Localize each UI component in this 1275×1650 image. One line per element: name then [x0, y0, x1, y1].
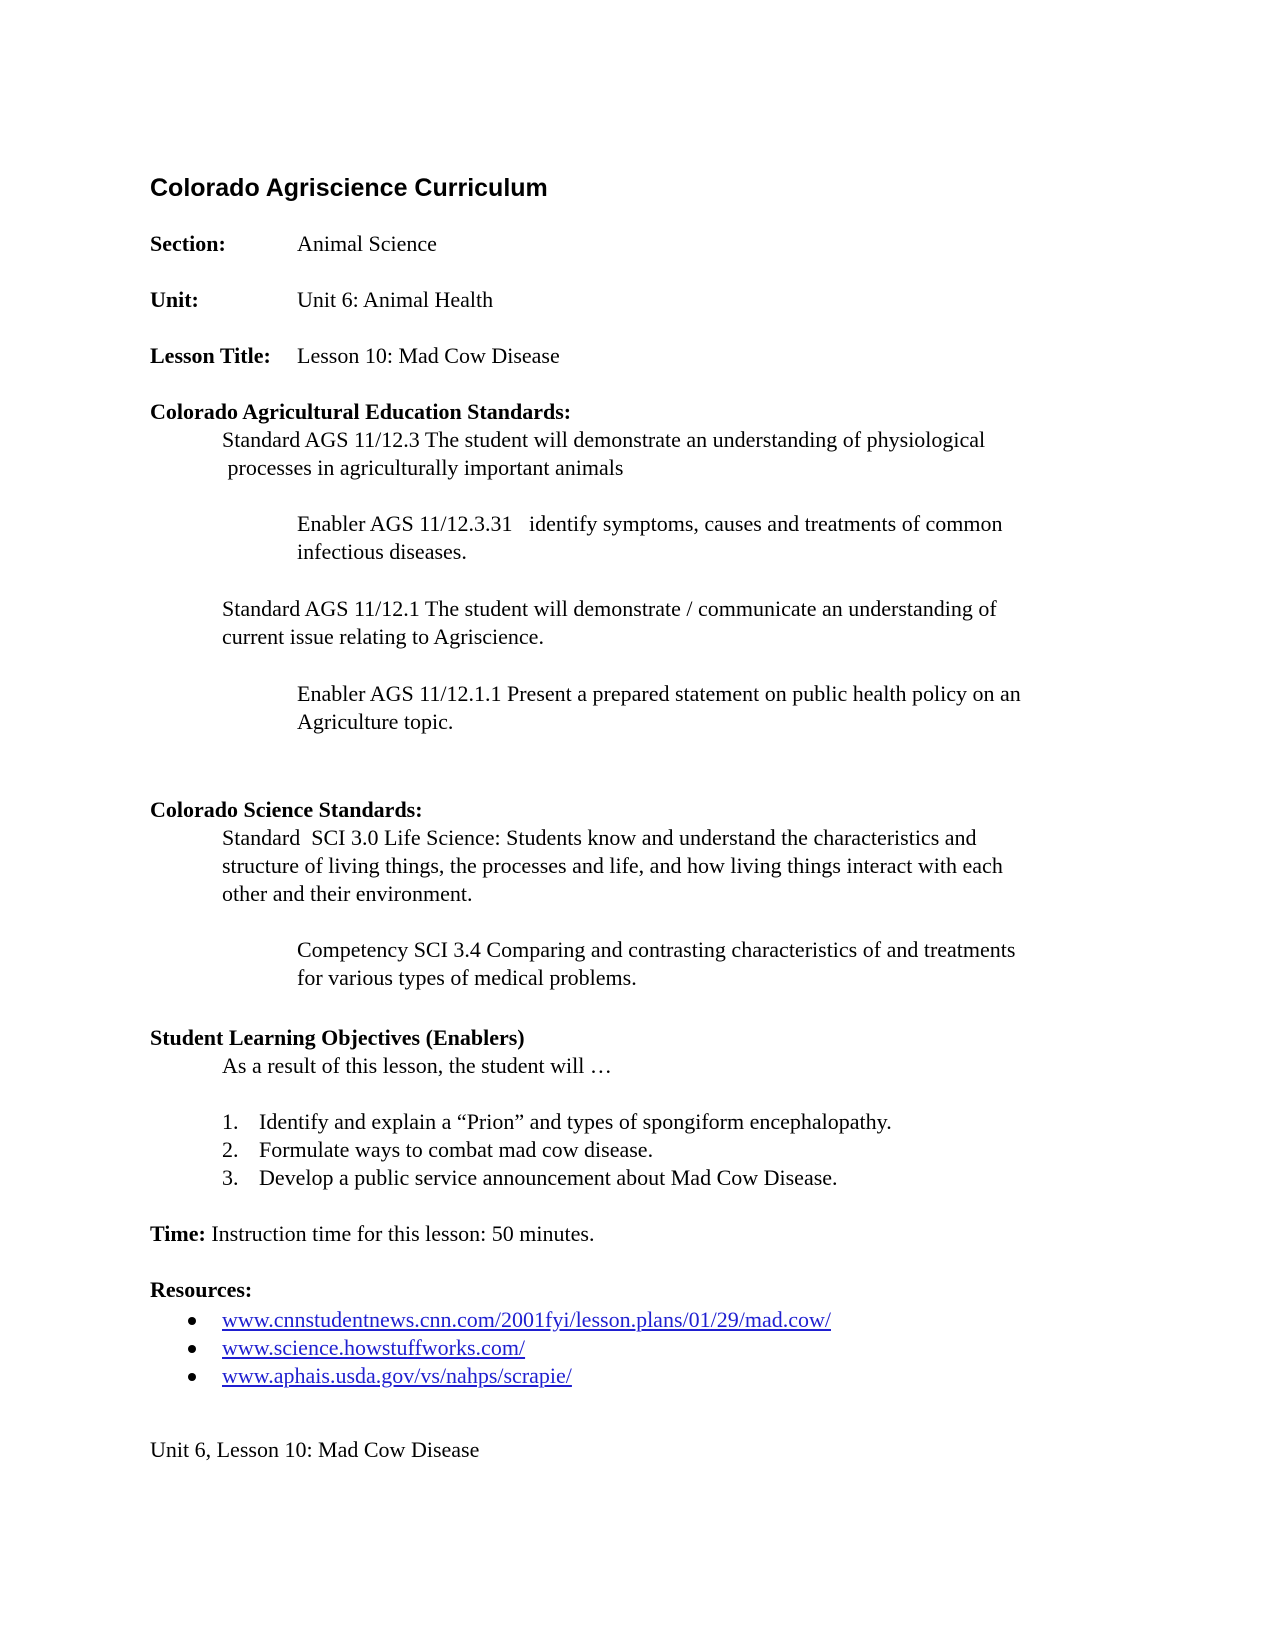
bullet-icon	[188, 1345, 196, 1353]
ag-enabler-1-line-1: Enabler AGS 11/12.3.31 identify symptoms, causes and treatments of common	[297, 511, 1003, 536]
resource-link-cnn[interactable]: www.cnnstudentnews.cnn.com/2001fyi/lesson.plans/01/29/mad.cow/	[222, 1307, 831, 1332]
science-standard	[222, 824, 1003, 908]
ag-standard-2-line-2: current issue relating to Agriscience.	[222, 624, 544, 649]
ag-standard-1-line-1: Standard AGS 11/12.3 The student will demonstrate an understanding of physiological	[222, 427, 986, 452]
lesson-label: Lesson Title:	[150, 343, 271, 368]
resource-link-usda[interactable]: www.aphais.usda.gov/vs/nahps/scrapie/	[222, 1363, 572, 1388]
objectives-heading: Student Learning Objectives (Enablers)	[150, 1025, 525, 1050]
ag-enabler-1	[297, 510, 1003, 566]
ag-enabler-2	[297, 680, 1021, 736]
ag-standard-1	[222, 426, 985, 482]
science-standard-line-2: structure of living things, the processes and life, and how living things interact with each	[222, 853, 1003, 878]
science-standard-line-3: other and their environment.	[222, 881, 473, 906]
science-standards-heading: Colorado Science Standards:	[150, 797, 423, 822]
bullet-icon	[188, 1317, 196, 1325]
list-item	[222, 1334, 831, 1362]
list-item	[222, 1164, 892, 1192]
ag-standards-heading: Colorado Agricultural Education Standards:	[150, 399, 572, 424]
science-competency-line-1: Competency SCI 3.4 Comparing and contrasting characteristics of and treatments	[297, 937, 1016, 962]
list-item	[222, 1108, 892, 1136]
bullet-icon	[188, 1373, 196, 1381]
ag-standard-2	[222, 595, 997, 651]
science-standard-line-1: Standard SCI 3.0 Life Science: Students know and understand the characteristics and	[222, 825, 977, 850]
list-item-text: Formulate ways to combat mad cow disease.	[259, 1137, 654, 1162]
list-item	[222, 1306, 831, 1334]
section-label: Section:	[150, 231, 226, 256]
lesson-row	[150, 342, 271, 370]
list-item	[222, 1136, 892, 1164]
list-item-number: 2.	[222, 1137, 239, 1162]
time-row	[150, 1220, 594, 1248]
list-item	[222, 1362, 831, 1390]
lesson-value: Lesson 10: Mad Cow Disease	[297, 343, 560, 368]
ag-standard-2-line-1: Standard AGS 11/12.1 The student will demonstrate / communicate an understanding of	[222, 596, 997, 621]
list-item-text: Identify and explain a “Prion” and types of spongiform encephalopathy.	[259, 1109, 892, 1134]
ag-enabler-2-line-1: Enabler AGS 11/12.1.1 Present a prepared statement on public health policy on an	[297, 681, 1021, 706]
page-footer: Unit 6, Lesson 10: Mad Cow Disease	[150, 1437, 480, 1462]
unit-row	[150, 286, 199, 314]
section-value: Animal Science	[297, 231, 437, 256]
ag-enabler-2-line-2: Agriculture topic.	[297, 709, 454, 734]
objectives-intro: As a result of this lesson, the student will …	[222, 1053, 612, 1078]
time-value: Instruction time for this lesson: 50 minutes.	[211, 1221, 595, 1246]
time-label: Time:	[150, 1221, 206, 1246]
science-competency	[297, 936, 1015, 992]
resources-heading: Resources:	[150, 1277, 253, 1302]
section-row	[150, 230, 226, 258]
objectives-list	[222, 1108, 892, 1192]
ag-standard-1-line-2: processes in agriculturally important animals	[222, 455, 624, 480]
science-competency-line-2: for various types of medical problems.	[297, 965, 637, 990]
ag-enabler-1-line-2: infectious diseases.	[297, 539, 467, 564]
resources-list	[222, 1306, 831, 1390]
page-title: Colorado Agriscience Curriculum	[150, 174, 548, 202]
list-item-number: 1.	[222, 1109, 239, 1134]
unit-value: Unit 6: Animal Health	[297, 287, 494, 312]
unit-label: Unit:	[150, 287, 199, 312]
resource-link-howstuffworks[interactable]: www.science.howstuffworks.com/	[222, 1335, 526, 1360]
list-item-number: 3.	[222, 1165, 239, 1190]
list-item-text: Develop a public service announcement about Mad Cow Disease.	[259, 1165, 838, 1190]
